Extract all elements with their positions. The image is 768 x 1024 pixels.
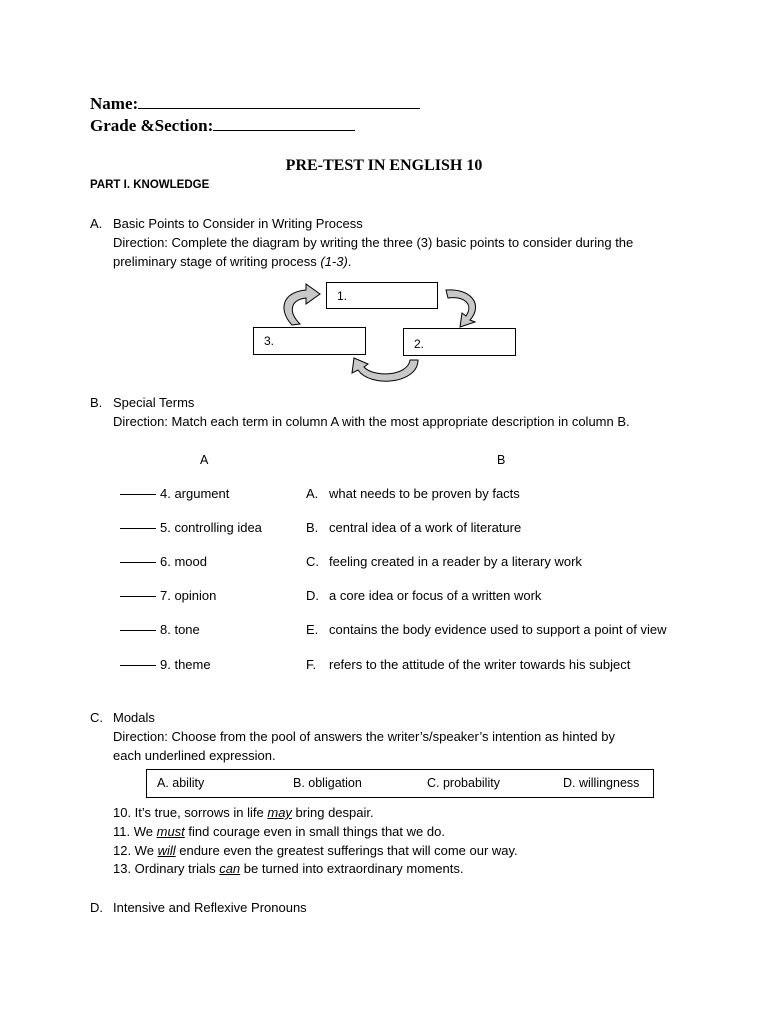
description-text: what needs to be proven by facts — [329, 486, 520, 501]
term-item[interactable]: 4. argument — [120, 486, 229, 501]
diagram-box-1[interactable]: 1. — [326, 282, 438, 309]
section-d-heading: Intensive and Reflexive Pronouns — [113, 900, 307, 915]
description-text: contains the body evidence used to support a point of view — [329, 622, 667, 637]
description-letter: A. — [306, 486, 319, 501]
description-letter: C. — [306, 554, 319, 569]
section-a-direction-1: Direction: Complete the diagram by writing the three (3) basic points to consider during the — [113, 235, 634, 250]
section-b-heading: Special Terms — [113, 395, 195, 410]
diagram-box-3[interactable]: 3. — [253, 327, 366, 355]
description-letter: F. — [306, 657, 317, 672]
left-curved-arrow — [284, 284, 320, 325]
modal-item: 12. We will endure even the greatest sufferings that will come our way. — [113, 843, 518, 858]
modal-item: 10. It’s true, sorrows in life may bring despair. — [113, 805, 374, 820]
term-item[interactable]: 5. controlling idea — [120, 520, 262, 535]
grade-section-field[interactable]: Grade &Section: — [90, 116, 355, 136]
term-item[interactable]: 9. theme — [120, 657, 211, 672]
pool-option: A. ability — [157, 776, 205, 790]
pool-option: D. willingness — [563, 776, 640, 790]
section-c-direction-2: each underlined expression. — [113, 748, 276, 763]
description-text: refers to the attitude of the writer towards his subject — [329, 657, 631, 672]
underlined-modal: may — [267, 805, 292, 820]
term-item[interactable]: 7. opinion — [120, 588, 216, 603]
section-a-heading: Basic Points to Consider in Writing Process — [113, 216, 363, 231]
section-c-letter: C. — [90, 710, 103, 725]
description-text: a core idea or focus of a written work — [329, 588, 542, 603]
description-letter: D. — [306, 588, 319, 603]
bottom-curved-arrow — [352, 358, 418, 381]
page-title: PRE-TEST IN ENGLISH 10 — [285, 157, 483, 174]
underlined-modal: must — [156, 824, 185, 839]
underlined-modal: will — [157, 843, 176, 858]
term-item[interactable]: 8. tone — [120, 622, 200, 637]
section-c-heading: Modals — [113, 710, 155, 725]
underlined-modal: can — [219, 861, 241, 876]
column-b-header: B — [497, 453, 506, 467]
pool-option: B. obligation — [293, 776, 362, 790]
name-blank[interactable] — [138, 108, 420, 109]
description-letter: E. — [306, 622, 319, 637]
modal-item: 13. Ordinary trials can be turned into extraordinary moments. — [113, 861, 464, 876]
term-item[interactable]: 6. mood — [120, 554, 207, 569]
section-d-letter: D. — [90, 900, 103, 915]
part-heading: PART I. KNOWLEDGE — [90, 179, 210, 191]
description-text: feeling created in a reader by a literary work — [329, 554, 582, 569]
section-a-letter: A. — [90, 216, 103, 231]
section-b-letter: B. — [90, 395, 103, 410]
description-letter: B. — [306, 520, 319, 535]
description-text: central idea of a work of literature — [329, 520, 522, 535]
grade-section-blank[interactable] — [213, 130, 355, 131]
pool-option: C. probability — [427, 776, 500, 790]
answer-pool-box — [146, 769, 654, 798]
section-b-direction: Direction: Match each term in column A with the most appropriate description in column B. — [113, 414, 630, 429]
right-curved-arrow — [446, 290, 476, 327]
diagram-box-2[interactable]: 2. — [403, 328, 516, 356]
section-c-direction-1: Direction: Choose from the pool of answers the writer’s/speaker’s intention as hinted by — [113, 729, 615, 744]
name-field[interactable]: Name: — [90, 94, 420, 114]
section-a-direction-2: preliminary stage of writing process (1-3). — [113, 254, 352, 269]
column-a-header: A — [200, 453, 209, 467]
modal-item: 11. We must find courage even in small things that we do. — [113, 824, 445, 839]
